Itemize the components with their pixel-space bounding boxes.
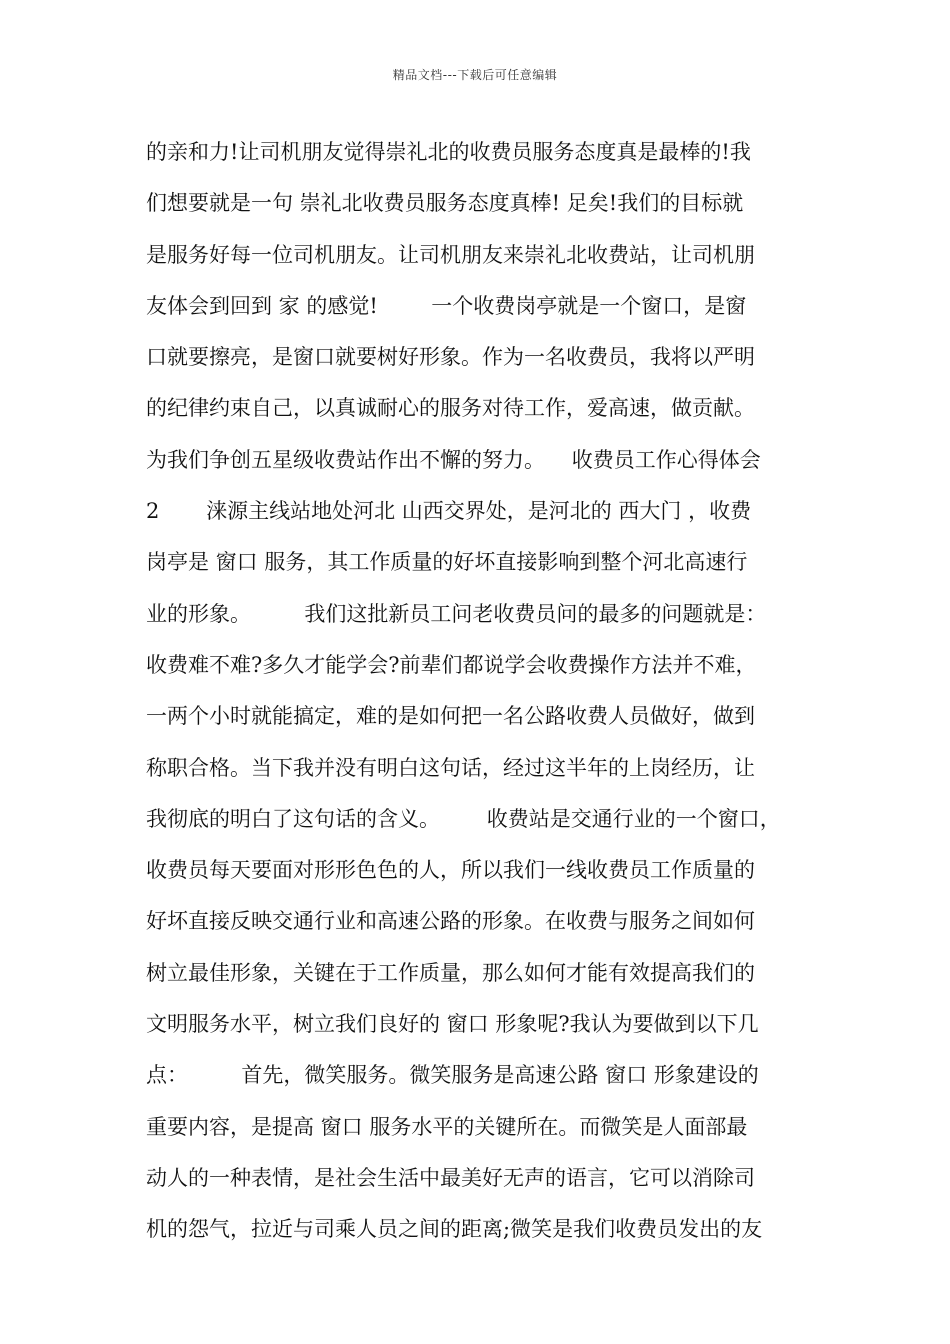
text-line: 的亲和力!让司机朋友觉得崇礼北的收费员服务态度真是最棒的!我 — [146, 140, 751, 164]
text-line: 我彻底的明白了这句话的含义。 收费站是交通行业的一个窗口， — [146, 806, 781, 831]
text-line: 为我们争创五星级收费站作出不懈的努力。 收费员工作心得体会 — [146, 447, 761, 472]
text-line: 友体会到回到 家 的感觉! 一个收费岗亭就是一个窗口，是窗 — [146, 293, 747, 318]
text-line: 重要内容，是提高 窗口 服务水平的关键所在。而微笑是人面部最 — [146, 1114, 748, 1139]
text-line: 称职合格。当下我并没有明白这句话，经过这半年的上岗经历，让 — [146, 755, 755, 780]
text-line: 岗亭是 窗口 服务，其工作质量的好坏直接影响到整个河北高速行 — [146, 550, 748, 575]
text-line: 业的形象。 我们这批新员工问老收费员问的最多的问题就是： — [146, 601, 767, 626]
text-line: 收费员每天要面对形形色色的人，所以我们一线收费员工作质量的 — [146, 858, 755, 883]
text-line: 动人的一种表情，是社会生活中最美好无声的语言，它可以消除司 — [146, 1165, 755, 1190]
document-body — [146, 133, 811, 1262]
text-line: 是服务好每一位司机朋友。让司机朋友来崇礼北收费站，让司机朋 — [146, 242, 755, 267]
text-line: 好坏直接反映交通行业和高速公路的形象。在收费与服务之间如何 — [146, 909, 755, 934]
text-line: 机的怨气，拉近与司乘人员之间的距离;微笑是我们收费员发出的友 — [146, 1217, 763, 1242]
text-line: 点： 首先，微笑服务。微笑服务是高速公路 窗口 形象建设的 — [146, 1063, 759, 1088]
text-line: 口就要擦亮，是窗口就要树好形象。作为一名收费员，我将以严明 — [146, 345, 755, 370]
text-line: 一两个小时就能搞定，难的是如何把一名公路收费人员做好，做到 — [146, 704, 755, 729]
page-header: 精品文档---下载后可任意编辑 — [392, 68, 558, 82]
text-line: 收费难不难?多久才能学会?前辈们都说学会收费操作方法并不难， — [146, 652, 757, 677]
text-line: 2 涞源主线站地处河北 山西交界处，是河北的 西大门 ，收费 — [146, 499, 752, 524]
text-line: 们想要就是一句 崇礼北收费员服务态度真棒! 足矣!我们的目标就 — [146, 191, 744, 216]
text-line: 的纪律约束自己，以真诚耐心的服务对待工作，爱高速，做贡献。 — [146, 396, 755, 421]
text-line: 文明服务水平，树立我们良好的 窗口 形象呢?我认为要做到以下几 — [146, 1012, 759, 1037]
text-line: 树立最佳形象，关键在于工作质量，那么如何才能有效提高我们的 — [146, 960, 755, 985]
